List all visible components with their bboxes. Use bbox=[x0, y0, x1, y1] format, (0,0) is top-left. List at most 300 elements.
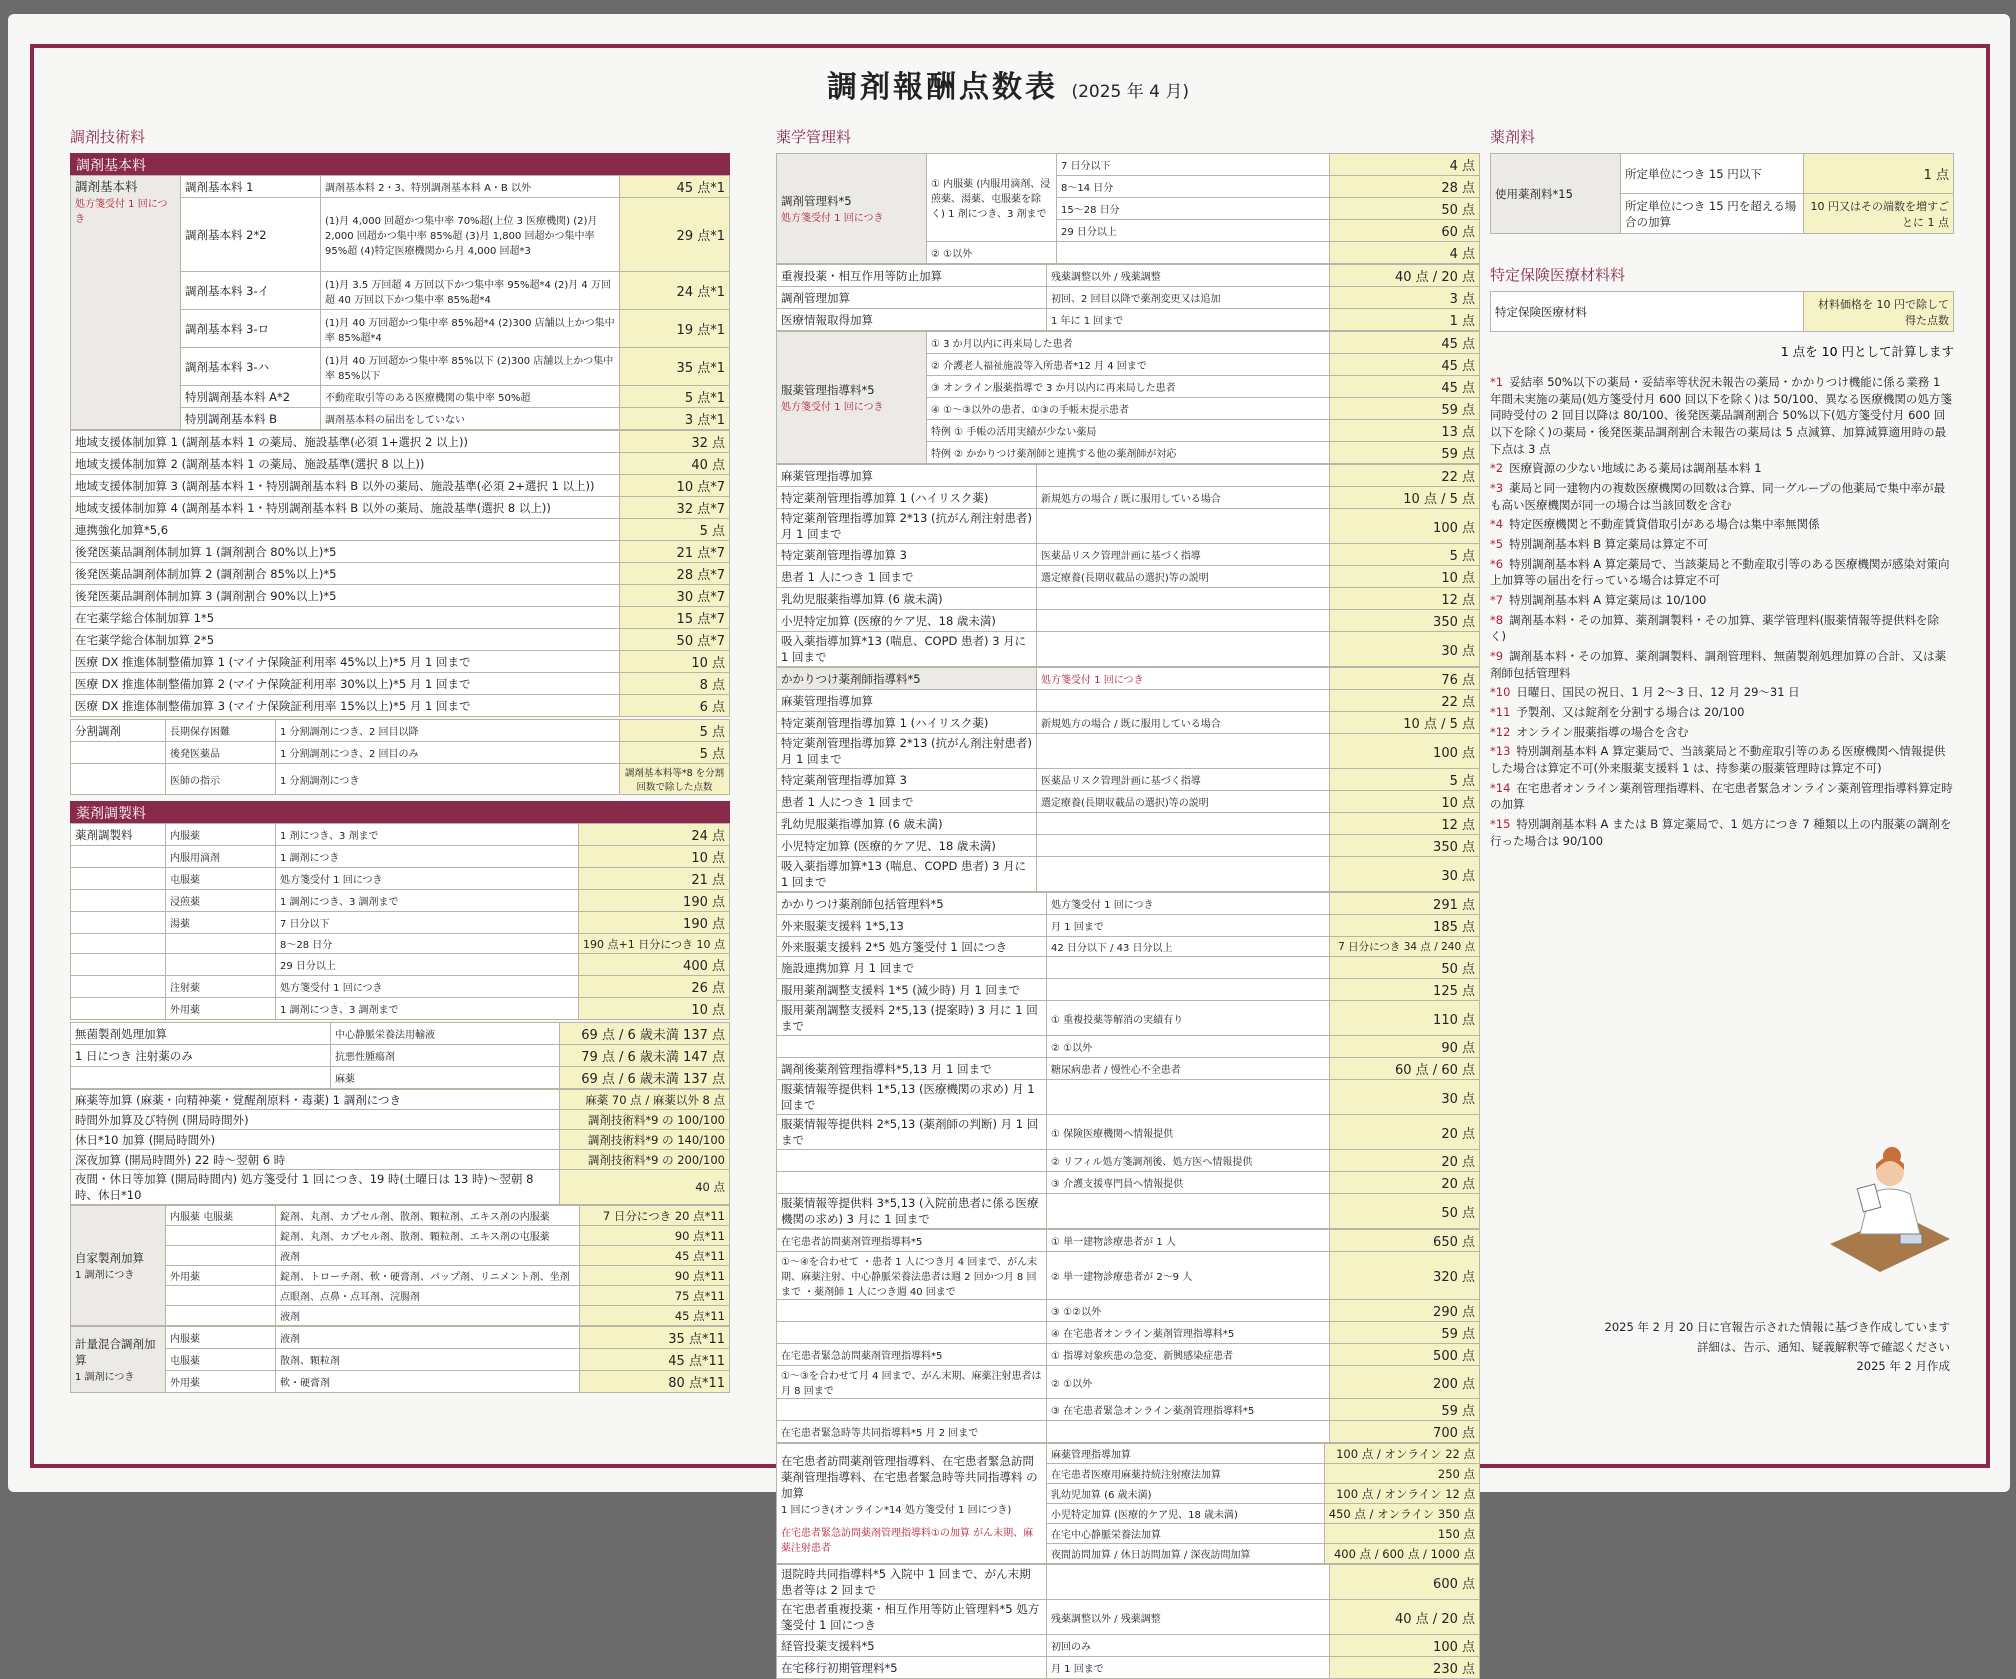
label-cell: 1 日につき 注射薬のみ bbox=[71, 1045, 331, 1067]
footnote-text: 予製剤、又は錠剤を分割する場合は 20/100 bbox=[1516, 705, 1745, 720]
label-cell: 湯薬 bbox=[166, 912, 276, 934]
table-row bbox=[777, 332, 1480, 354]
table-row bbox=[71, 651, 730, 673]
label-cell: 処方箋受付 1 回につき bbox=[276, 868, 579, 890]
label-cell: 調剤後薬剤管理指導料*5,13 月 1 回まで bbox=[777, 1058, 1047, 1080]
label-cell: 特定薬剤管理指導加算 3 bbox=[777, 769, 1037, 791]
footnote-text: オンライン服薬指導の場合を含む bbox=[1516, 724, 1689, 739]
label-cell: 29 日分以上 bbox=[276, 954, 579, 976]
footnote bbox=[1490, 612, 1954, 645]
label-cell: 医療情報取得加算 bbox=[777, 309, 1047, 331]
label-cell: 後発医薬品調剤体制加算 1 (調剤割合 80%以上)*5 bbox=[71, 541, 620, 563]
footnote-text: 在宅患者オンライン薬剤管理指導料、在宅患者緊急オンライン薬剤管理指導料算定時の加算 bbox=[1490, 780, 1953, 812]
table-row bbox=[1491, 292, 1954, 332]
label-cell: 外用薬 bbox=[166, 998, 276, 1020]
footer-line-1: 2025 年 2 月 20 日に官報告示された情報に基づき作成しています bbox=[1604, 1320, 1950, 1334]
points-cell: 5 点 bbox=[620, 742, 730, 764]
kihon-name: 調剤基本料 3-イ bbox=[181, 272, 321, 310]
kanri-sub: 処方箋受付 1 回につき bbox=[781, 213, 884, 224]
table-row bbox=[71, 1170, 730, 1205]
kihon-label: 調剤基本料 bbox=[75, 179, 138, 194]
table-kakari bbox=[776, 667, 1480, 892]
label-cell: 在宅薬学総合体制加算 2*5 bbox=[71, 629, 620, 651]
footnote-mark: *9 bbox=[1490, 649, 1504, 664]
points-cell: 50 点*7 bbox=[620, 629, 730, 651]
label-cell bbox=[166, 934, 276, 954]
footnote-text: 薬局と同一建物内の複数医療機関の回数は合算、同一グループの他薬局で集中率が最も高い医療機関が同一の場合は当該回数を含む bbox=[1490, 481, 1946, 512]
points-cell: 6 点 bbox=[620, 695, 730, 717]
kihon-cond: 不動産取引等のある医療機関の集中率 50%超 bbox=[321, 386, 620, 408]
label-cell: 患者 1 人につき 1 回まで bbox=[777, 791, 1037, 813]
table-row bbox=[777, 265, 1480, 287]
points-cell: 40 点 bbox=[620, 453, 730, 475]
points-cell: 45 点 bbox=[1330, 376, 1480, 398]
zaitakukasan-desc: 夜間訪問加算 / 休日訪問加算 / 深夜訪問加算 bbox=[1047, 1544, 1325, 1564]
jika-desc: 液剤 bbox=[276, 1306, 580, 1326]
kanri-type: ① 内服薬 (内服用滴剤、浸煎薬、湯薬、屯服薬を除く) 1 剤につき、3 剤まで bbox=[927, 154, 1057, 242]
points-cell: 60 点 / 60 点 bbox=[1330, 1058, 1480, 1080]
points-cell: 22 点 bbox=[1330, 690, 1480, 712]
jika-type bbox=[166, 1246, 276, 1266]
label-cell: 42 日分以下 / 43 日分以上 bbox=[1047, 937, 1330, 957]
points-cell: 90 点 bbox=[1330, 1036, 1480, 1058]
kihon-name: 調剤基本料 2*2 bbox=[181, 198, 321, 272]
kihon-name: 調剤基本料 3-ハ bbox=[181, 348, 321, 386]
points-cell: 190 点+1 日分につき 10 点 bbox=[579, 934, 730, 954]
points-cell: 19 点*1 bbox=[620, 310, 730, 348]
label-cell: 内服用滴剤 bbox=[166, 846, 276, 868]
footnote bbox=[1490, 724, 1954, 741]
points-cell: 190 点 bbox=[579, 890, 730, 912]
points-cell: 5 点*1 bbox=[620, 386, 730, 408]
points-cell: 45 点*1 bbox=[620, 176, 730, 198]
label-cell: 服用薬剤調整支援料 1*5 (減少時) 月 1 回まで bbox=[777, 979, 1047, 1001]
zaitakukasan-label-cell bbox=[777, 1444, 1047, 1564]
label-cell: ④ 在宅患者オンライン薬剤管理指導料*5 bbox=[1047, 1322, 1330, 1344]
kihon-cond: 調剤基本料 2・3、特別調剤基本料 A・B 以外 bbox=[321, 176, 620, 198]
table-row bbox=[777, 769, 1480, 791]
points-cell: 100 点 / オンライン 12 点 bbox=[1324, 1484, 1479, 1504]
points-cell: 3 点*1 bbox=[620, 408, 730, 430]
label-cell: 特定薬剤管理指導加算 2*13 (抗がん剤注射患者) 月 1 回まで bbox=[777, 734, 1037, 769]
label-cell bbox=[777, 1036, 1047, 1058]
label-cell bbox=[71, 890, 166, 912]
points-cell: 5 点 bbox=[620, 519, 730, 541]
points-cell: 250 点 bbox=[1324, 1464, 1479, 1484]
kanri-days bbox=[1057, 242, 1330, 264]
table-row bbox=[71, 846, 730, 868]
points-cell: 30 点*7 bbox=[620, 585, 730, 607]
table-bunkatsu bbox=[70, 719, 730, 795]
label-cell: 1 年に 1 回まで bbox=[1047, 309, 1330, 331]
kanri-days: 8～14 日分 bbox=[1057, 176, 1330, 198]
jika-desc: 錠剤、トローチ剤、軟・硬膏剤、パップ剤、リニメント剤、坐剤 bbox=[276, 1266, 580, 1286]
points-cell: 24 点 bbox=[579, 824, 730, 846]
table-row bbox=[777, 835, 1480, 857]
footnote-mark: *6 bbox=[1490, 556, 1504, 571]
kihon-cond: (1)月 40 万回超かつ集中率 85%以下 (2)300 店舗以上かつ集中率 85%以下 bbox=[321, 348, 620, 386]
label-cell: 地域支援体制加算 2 (調剤基本料 1 の薬局、施設基準(選択 8 以上)) bbox=[71, 453, 620, 475]
footnote-mark: *12 bbox=[1490, 724, 1511, 739]
jika-desc: 点眼剤、点鼻・点耳剤、浣腸剤 bbox=[276, 1286, 580, 1306]
table-row bbox=[71, 1266, 730, 1286]
label-cell: 注射薬 bbox=[166, 976, 276, 998]
points-cell: 69 点 / 6 歳未満 137 点 bbox=[560, 1067, 730, 1089]
jika-label-cell bbox=[71, 1206, 166, 1326]
label-cell: 調剤管理加算 bbox=[777, 287, 1047, 309]
label-cell: 初回、2 回目以降で薬剤変更又は追加 bbox=[1047, 287, 1330, 309]
label-cell: 月 1 回まで bbox=[1047, 1657, 1330, 1679]
label-cell: 1 調剤につき、3 調剤まで bbox=[276, 998, 579, 1020]
table-kanri bbox=[776, 153, 1480, 264]
label-cell bbox=[71, 868, 166, 890]
label-cell: 時間外加算及び特例 (開局時間外) bbox=[71, 1110, 560, 1130]
fukuyaku-desc: ② 介護老人福祉施設等入所患者*12 月 4 回まで bbox=[927, 354, 1330, 376]
label-cell: 麻薬管理指導加算 bbox=[777, 690, 1037, 712]
kihon-sub: 処方箋受付 1 回につき bbox=[75, 199, 168, 225]
footnote-text: 特別調剤基本料 A 算定薬局で、当該薬局と不動産取引等のある医療機関へ情報提供した場合は算定不可(外来服薬支援料 1 は、持参薬の服薬管理時は算定不可) bbox=[1490, 744, 1946, 776]
label-cell: かかりつけ薬剤師包括管理料*5 bbox=[777, 893, 1047, 915]
fukuyaku-desc: ④ ①～③以外の患者、①③の手帳未提示患者 bbox=[927, 398, 1330, 420]
table-row bbox=[777, 668, 1480, 690]
table-fukukasan bbox=[776, 464, 1480, 667]
points-cell: 185 点 bbox=[1330, 915, 1480, 937]
table-row bbox=[777, 1001, 1480, 1036]
label-cell: ③ 在宅患者緊急オンライン薬剤管理指導料*5 bbox=[1047, 1399, 1330, 1421]
yakuzai-label: 使用薬剤料*15 bbox=[1491, 154, 1621, 234]
points-cell: 12 点 bbox=[1330, 588, 1480, 610]
footnote bbox=[1490, 374, 1954, 457]
table-row bbox=[71, 1110, 730, 1130]
jika-sub: 1 調剤につき bbox=[75, 1270, 135, 1281]
points-cell: 700 点 bbox=[1330, 1421, 1480, 1443]
points-cell: 4 点 bbox=[1330, 154, 1480, 176]
footnote bbox=[1490, 648, 1954, 681]
fukuyaku-label: 服薬管理指導料*5 bbox=[781, 383, 875, 397]
points-cell: 59 点 bbox=[1330, 398, 1480, 420]
points-cell: 材料価格を 10 円で除して得た点数 bbox=[1804, 292, 1954, 332]
label-cell bbox=[1037, 632, 1330, 667]
table-row bbox=[71, 1045, 730, 1067]
label-cell: 外来服薬支援料 1*5,13 bbox=[777, 915, 1047, 937]
points-cell: 320 点 bbox=[1330, 1252, 1480, 1300]
kihon-name: 特別調剤基本料 A*2 bbox=[181, 386, 321, 408]
table-row bbox=[777, 979, 1480, 1001]
band-chosei: 薬剤調製料 bbox=[70, 801, 730, 823]
points-cell: 50 点 bbox=[1330, 1194, 1480, 1229]
label-cell: 月 1 回まで bbox=[1047, 915, 1330, 937]
label-cell bbox=[1037, 690, 1330, 712]
label-cell: ② 単一建物診療患者が 2～9 人 bbox=[1047, 1252, 1330, 1300]
table-row bbox=[777, 154, 1480, 176]
kakari-sub: 処方箋受付 1 回につき bbox=[1037, 668, 1330, 690]
fukuyaku-sub: 処方箋受付 1 回につき bbox=[781, 402, 884, 413]
footnote-mark: *10 bbox=[1490, 685, 1511, 700]
label-cell: 服用薬剤調整支援料 2*5,13 (提案時) 3 月に 1 回まで bbox=[777, 1001, 1047, 1036]
table-row bbox=[777, 813, 1480, 835]
points-cell: 59 点 bbox=[1330, 1322, 1480, 1344]
label-cell bbox=[1037, 734, 1330, 769]
label-cell: 医師の指示 bbox=[166, 764, 276, 795]
table-row bbox=[777, 791, 1480, 813]
label-cell: 在宅患者緊急訪問薬剤管理指導料*5 bbox=[777, 1344, 1047, 1366]
label-cell: 患者 1 人につき 1 回まで bbox=[777, 566, 1037, 588]
points-cell: 5 点 bbox=[1330, 544, 1480, 566]
table-row bbox=[71, 1130, 730, 1150]
table-row bbox=[777, 1657, 1480, 1679]
kihon-name: 調剤基本料 3-ロ bbox=[181, 310, 321, 348]
label-cell bbox=[1037, 465, 1330, 487]
table-row bbox=[71, 673, 730, 695]
table-row bbox=[71, 912, 730, 934]
table-rows3 bbox=[776, 1564, 1480, 1679]
table-row bbox=[71, 868, 730, 890]
table-row bbox=[777, 1150, 1480, 1172]
label-cell: 薬剤調製料 bbox=[71, 824, 166, 846]
points-cell: 32 点*7 bbox=[620, 497, 730, 519]
points-cell: 10 点 / 5 点 bbox=[1330, 487, 1480, 509]
footer bbox=[1480, 1318, 1950, 1377]
label-cell: 深夜加算 (開局時間外) 22 時～翌朝 6 時 bbox=[71, 1150, 560, 1170]
keiryo-label-cell bbox=[71, 1327, 166, 1393]
table-yakuzai bbox=[1490, 153, 1954, 234]
footer-line-2: 詳細は、告示、通知、疑義解釈等で確認ください bbox=[1697, 1339, 1950, 1354]
table-zaitaku bbox=[776, 1229, 1480, 1443]
label-cell: 無菌製剤処理加算 bbox=[71, 1023, 331, 1045]
points-cell: 59 点 bbox=[1330, 1399, 1480, 1421]
zaitakukasan-label: 在宅患者訪問薬剤管理指導料、在宅患者緊急訪問薬剤管理指導料、在宅患者緊急時等共同指導料 の加算 bbox=[781, 1454, 1038, 1500]
label-cell: ① 保険医療機関へ情報提供 bbox=[1047, 1115, 1330, 1150]
table-row bbox=[777, 309, 1480, 331]
label-cell bbox=[71, 998, 166, 1020]
points-cell: 1 点 bbox=[1804, 154, 1954, 194]
footnote-text: 特別調剤基本料 A 算定薬局は 10/100 bbox=[1509, 593, 1707, 608]
kihon-cond: 調剤基本料の届出をしていない bbox=[321, 408, 620, 430]
yakuzai-desc: 所定単位につき 15 円以下 bbox=[1621, 154, 1804, 194]
zaitakukasan-desc: 在宅中心静脈栄養法加算 bbox=[1047, 1524, 1325, 1544]
footnote-mark: *7 bbox=[1490, 593, 1504, 608]
label-cell: 糖尿病患者 / 慢性心不全患者 bbox=[1047, 1058, 1330, 1080]
table-row bbox=[777, 1252, 1480, 1300]
table-row bbox=[777, 690, 1480, 712]
keiryo-sub: 1 調剤につき bbox=[75, 1372, 135, 1383]
kakari-label: かかりつけ薬剤師指導料*5 bbox=[777, 668, 1037, 690]
table-row bbox=[777, 937, 1480, 957]
title-sub: (2025 年 4 月) bbox=[1071, 82, 1189, 102]
points-cell: 59 点 bbox=[1330, 442, 1480, 464]
table-row bbox=[777, 1230, 1480, 1252]
label-cell: 屯服薬 bbox=[166, 868, 276, 890]
label-cell: 選定療養(長期収載品の選択)等の説明 bbox=[1037, 566, 1330, 588]
footnote bbox=[1490, 460, 1954, 477]
zaitakukasan-desc: 乳幼児加算 (6 歳未満) bbox=[1047, 1484, 1325, 1504]
label-cell: ①～③を合わせて月 4 回まで、がん末期、麻薬注射患者は月 8 回まで bbox=[777, 1366, 1047, 1399]
table-row bbox=[71, 585, 730, 607]
points-cell: 調剤技術料*9 の 100/100 bbox=[560, 1110, 730, 1130]
points-cell: 291 点 bbox=[1330, 893, 1480, 915]
label-cell: ①～④を合わせて ・患者 1 人につき月 4 回まで、がん末期、麻薬注射、中心静脈栄養法患者は週 2 回かつ月 8 回まで ・薬剤師 1 人につき週 40 回まで bbox=[777, 1252, 1047, 1300]
label-cell bbox=[777, 1399, 1047, 1421]
points-cell: 10 点 bbox=[1330, 791, 1480, 813]
table-row bbox=[71, 1150, 730, 1170]
points-cell: 5 点 bbox=[1330, 769, 1480, 791]
points-cell: 調剤技術料*9 の 200/100 bbox=[560, 1150, 730, 1170]
label-cell bbox=[1047, 957, 1330, 979]
table-row bbox=[777, 1322, 1480, 1344]
fukuyaku-desc: 特例 ① 手帳の活用実績が少ない薬局 bbox=[927, 420, 1330, 442]
points-cell: 10 円又はその端数を増すごとに 1 点 bbox=[1804, 194, 1954, 234]
zaitakukasan-desc: 小児特定加算 (医療的ケア児、18 歳未満) bbox=[1047, 1504, 1325, 1524]
section-title-materials: 特定保険医療材料料 bbox=[1490, 266, 1626, 284]
table-row bbox=[71, 563, 730, 585]
points-cell: 30 点 bbox=[1330, 857, 1480, 892]
table-row bbox=[777, 1194, 1480, 1229]
keiryo-type: 外用薬 bbox=[166, 1371, 276, 1393]
label-cell: 1 分割調剤につき、2 回目以降 bbox=[276, 720, 620, 742]
table-fukuyaku bbox=[776, 331, 1480, 464]
points-cell: 90 点*11 bbox=[580, 1226, 730, 1246]
label-cell: 浸煎薬 bbox=[166, 890, 276, 912]
footnote-text: 調剤基本料・その加算、薬剤調製料・その加算、薬学管理料(服薬情報等提供料を除く) bbox=[1490, 612, 1940, 644]
table-row bbox=[71, 497, 730, 519]
label-cell: 後発医薬品調剤体制加算 3 (調剤割合 90%以上)*5 bbox=[71, 585, 620, 607]
points-cell: 45 点*11 bbox=[580, 1246, 730, 1266]
footnote-mark: *15 bbox=[1490, 817, 1511, 832]
table-row bbox=[71, 1067, 730, 1089]
points-cell: 150 点 bbox=[1324, 1524, 1479, 1544]
label-cell: 外来服薬支援料 2*5 処方箋受付 1 回につき bbox=[777, 937, 1047, 957]
points-cell: 80 点*11 bbox=[580, 1371, 730, 1393]
page-title bbox=[0, 62, 2016, 106]
label-cell: 長期保存困難 bbox=[166, 720, 276, 742]
kihon-name: 調剤基本料 1 bbox=[181, 176, 321, 198]
table-keiryo bbox=[70, 1326, 730, 1393]
kanri-days: 15～28 日分 bbox=[1057, 198, 1330, 220]
table-row bbox=[777, 566, 1480, 588]
label-cell bbox=[71, 954, 166, 976]
points-cell: 350 点 bbox=[1330, 835, 1480, 857]
label-cell: 特定薬剤管理指導加算 1 (ハイリスク薬) bbox=[777, 487, 1037, 509]
table-row bbox=[777, 1080, 1480, 1115]
points-cell: 調剤技術料*9 の 140/100 bbox=[560, 1130, 730, 1150]
points-cell: 50 点 bbox=[1330, 957, 1480, 979]
label-cell: ② リフィル処方箋調剤後、処方医へ情報提供 bbox=[1047, 1150, 1330, 1172]
points-cell: 10 点 bbox=[579, 846, 730, 868]
fukuyaku-label-cell bbox=[777, 332, 927, 464]
table-row bbox=[777, 1115, 1480, 1150]
label-cell: 残薬調整以外 / 残薬調整 bbox=[1047, 1600, 1330, 1635]
label-cell bbox=[71, 742, 166, 764]
table-row bbox=[71, 695, 730, 717]
keiryo-type: 屯服薬 bbox=[166, 1349, 276, 1371]
footnote-text: 特定医療機関と不動産賃貸借取引がある場合は集中率無関係 bbox=[1509, 517, 1820, 532]
footnote-text: 調剤基本料・その加算、薬剤調製料、調剤管理料、無菌製剤処理加算の合計、又は薬剤師包括管理料 bbox=[1490, 649, 1947, 680]
table-mukin bbox=[70, 1022, 730, 1089]
keiryo-desc: 散剤、顆粒剤 bbox=[276, 1349, 580, 1371]
table-row bbox=[71, 1246, 730, 1266]
label-cell: ③ ①②以外 bbox=[1047, 1300, 1330, 1322]
label-cell: ② ①以外 bbox=[1047, 1366, 1330, 1399]
label-cell: 施設連携加算 月 1 回まで bbox=[777, 957, 1047, 979]
label-cell bbox=[777, 1300, 1047, 1322]
table-row bbox=[71, 1349, 730, 1371]
table-row bbox=[777, 465, 1480, 487]
footnote-text: 医療資源の少ない地域にある薬局は調剤基本料 1 bbox=[1509, 461, 1762, 476]
table-zairyo bbox=[1490, 291, 1954, 332]
table-row bbox=[71, 453, 730, 475]
table-row bbox=[71, 1371, 730, 1393]
footnote bbox=[1490, 704, 1954, 721]
points-cell: 90 点*11 bbox=[580, 1266, 730, 1286]
points-cell: 190 点 bbox=[579, 912, 730, 934]
points-cell: 230 点 bbox=[1330, 1657, 1480, 1679]
points-cell: 26 点 bbox=[579, 976, 730, 998]
points-cell: 8 点 bbox=[620, 673, 730, 695]
points-cell: 400 点 bbox=[579, 954, 730, 976]
table-row bbox=[71, 475, 730, 497]
points-cell: 40 点 bbox=[560, 1170, 730, 1205]
label-cell: 乳幼児服薬指導加算 (6 歳未満) bbox=[777, 813, 1037, 835]
table-row bbox=[777, 957, 1480, 979]
label-cell bbox=[71, 846, 166, 868]
label-cell bbox=[777, 1150, 1047, 1172]
label-cell: 麻薬管理指導加算 bbox=[777, 465, 1037, 487]
label-cell: 小児特定加算 (医療的ケア児、18 歳未満) bbox=[777, 610, 1037, 632]
fukuyaku-desc: ① 3 か月以内に再来局した患者 bbox=[927, 332, 1330, 354]
jika-label: 自家製剤加算 bbox=[75, 1251, 144, 1265]
table-row bbox=[777, 1565, 1480, 1600]
table-row bbox=[71, 607, 730, 629]
points-cell: 20 点 bbox=[1330, 1150, 1480, 1172]
table-row bbox=[777, 1036, 1480, 1058]
label-cell: 初回のみ bbox=[1047, 1635, 1330, 1657]
footnote bbox=[1490, 780, 1954, 813]
footnote-text: 妥結率 50%以下の薬局・妥結率等状況未報告の薬局・かかりつけ機能に係る業務 1 年間未実施の薬局(処方箋受付月 600 回以下を除く)は 50/100、異なる医療機関の処方箋同時受付の 2 回目以降は 80/100、後発医薬品調剤割合 50%以下(処方箋受付月 600 回以下を除く)の薬局・後発医薬品調剤割合未報告の薬局は 5 点減算、加算減算適用時の最下点は 3 点 bbox=[1490, 375, 1952, 456]
table-row bbox=[71, 1327, 730, 1349]
points-cell: 13 点 bbox=[1330, 420, 1480, 442]
label-cell: 医薬品リスク管理計画に基づく指導 bbox=[1037, 544, 1330, 566]
label-cell bbox=[1037, 509, 1330, 544]
label-cell: ① 重複投薬等解消の実績有り bbox=[1047, 1001, 1330, 1036]
table-row bbox=[777, 893, 1480, 915]
points-cell: 350 点 bbox=[1330, 610, 1480, 632]
table-row bbox=[71, 824, 730, 846]
label-cell: 特定薬剤管理指導加算 3 bbox=[777, 544, 1037, 566]
label-cell: 処方箋受付 1 回につき bbox=[1047, 893, 1330, 915]
points-cell: 10 点 bbox=[620, 651, 730, 673]
fukuyaku-desc: ③ オンライン服薬指導で 3 か月以内に再来局した患者 bbox=[927, 376, 1330, 398]
label-cell: 医療 DX 推進体制整備加算 2 (マイナ保険証利用率 30%以上)*5 月 1 回まで bbox=[71, 673, 620, 695]
points-cell: 12 点 bbox=[1330, 813, 1480, 835]
table-row bbox=[71, 1226, 730, 1246]
points-cell: 125 点 bbox=[1330, 979, 1480, 1001]
table-jika bbox=[70, 1205, 730, 1326]
points-cell: 7 日分につき 34 点 / 240 点 bbox=[1330, 937, 1480, 957]
footnote-mark: *2 bbox=[1490, 461, 1504, 476]
table-row bbox=[71, 1206, 730, 1226]
table-row bbox=[71, 890, 730, 912]
label-cell bbox=[1047, 1194, 1330, 1229]
points-cell: 35 点*11 bbox=[580, 1327, 730, 1349]
points-cell: 10 点*7 bbox=[620, 475, 730, 497]
points-cell: 450 点 / オンライン 350 点 bbox=[1324, 1504, 1479, 1524]
label-cell: 服薬情報等提供料 3*5,13 (入院前患者に係る医療機関の求め) 3 月に 1 回まで bbox=[777, 1194, 1047, 1229]
column-drugs bbox=[1490, 122, 1954, 852]
label-cell: 経管投薬支援料*5 bbox=[777, 1635, 1047, 1657]
table-row bbox=[777, 509, 1480, 544]
label-cell: 医療 DX 推進体制整備加算 3 (マイナ保険証利用率 15%以上)*5 月 1 回まで bbox=[71, 695, 620, 717]
footnote bbox=[1490, 556, 1954, 589]
